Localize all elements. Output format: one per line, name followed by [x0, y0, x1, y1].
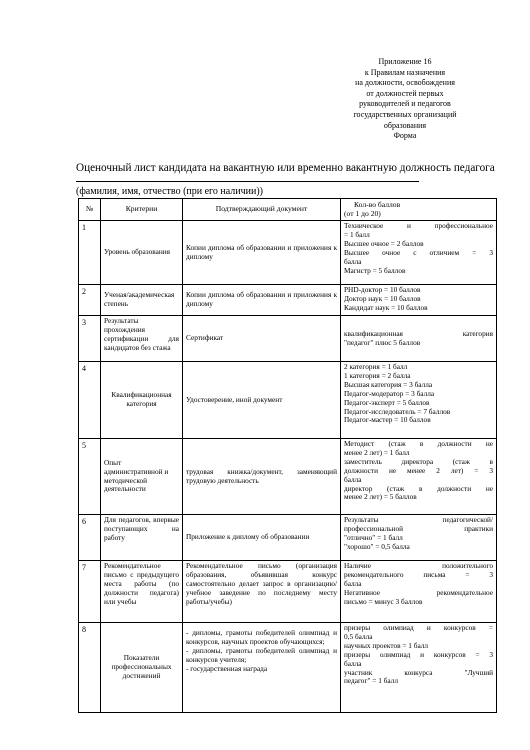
points-line: Магистр = 5 баллов [344, 265, 406, 275]
points-line: Методист (стаж в должности не [344, 439, 493, 448]
header-criteria: Критерии [101, 199, 183, 221]
header-points-line: Кол-во баллов [354, 199, 401, 209]
points-line: Наличие положительного [344, 561, 493, 570]
points-line: Доктор наук = 10 баллов [344, 293, 421, 303]
points-line: Педагог-исследователь = 7 баллов [344, 406, 451, 416]
row-number: 1 [79, 221, 101, 285]
row-criteria: Ученая/академическая степень [101, 285, 183, 316]
row-points [341, 515, 497, 561]
name-underline [76, 181, 419, 182]
points-line: профессиональной практики [344, 523, 493, 533]
header-document: Подтверждающий документ [183, 199, 341, 221]
header-line: на должности, освобождения [355, 78, 455, 88]
row-number: 5 [79, 439, 101, 515]
points-line: письмо = минус 3 баллов [344, 596, 423, 606]
points-line: "педагог" плюс 5 баллов [344, 337, 421, 347]
row-points [341, 561, 497, 623]
row-criteria: Уровень образования [101, 221, 183, 285]
points-line: участник конкурса "Лучший [344, 667, 493, 677]
row-number: 8 [79, 623, 101, 713]
document-title: Оценочный лист кандидата на вакантную или временно вакантную должность педагога [76, 162, 495, 174]
header-line: Форма [393, 131, 417, 141]
document-line: - государственная награда [186, 663, 268, 673]
points-line: балла [344, 256, 362, 266]
appendix-header [330, 57, 480, 142]
points-line: Высшая категория = 3 балла [344, 379, 433, 389]
points-line: Высшее очное = 2 баллов [344, 238, 424, 248]
points-line: менее 2 лет) = 1 балл [344, 447, 410, 457]
points-line: Педагог-эксперт = 5 баллов [344, 397, 430, 407]
row-document: Копии диплома об образовании и приложения к диплому [183, 221, 341, 285]
row-points [341, 439, 497, 515]
header-points [341, 199, 497, 221]
table-row [79, 221, 497, 285]
row-number: 2 [79, 285, 101, 316]
header-line: государственных организаций [353, 109, 457, 119]
points-line: Высшее очное с отличием = 3 [344, 247, 493, 257]
points-line: "хорошо" = 0,5 балла [344, 541, 410, 551]
points-line: Результаты педагогической/ [344, 515, 493, 524]
header-line: образования [383, 120, 427, 130]
table-row [79, 515, 497, 561]
row-points [341, 316, 497, 362]
row-points [341, 362, 497, 439]
points-line: Негативное рекомендательное [344, 587, 493, 597]
row-number: 4 [79, 362, 101, 439]
points-line: 2 категория = 1 балл [344, 362, 408, 371]
points-line: 1 категория = 2 балла [344, 370, 411, 380]
row-points [341, 623, 497, 713]
row-document: Приложение к диплому об образовании [183, 515, 341, 561]
table-row [79, 362, 497, 439]
row-criteria: Результаты прохождения сертификации для кандидатов без стажа [101, 316, 183, 362]
row-criteria: Опыт административной и методической деятельности [101, 439, 183, 515]
document-line: - дипломы, грамоты победителей олимпиад и конкурсов, научных проектов обучающихся; [186, 628, 337, 646]
table-row [79, 623, 497, 713]
row-document: Копии диплома об образовании и приложения к диплому [183, 285, 341, 316]
points-line: менее 2 лет) = 5 баллов [344, 492, 417, 502]
header-num: № [79, 199, 101, 221]
row-document: Рекомендательное письмо (организация образования, объявившая конкурс самостоятельно делает запрос в организацию/учебное заведение по последнему месту работы/учебы) [183, 561, 341, 623]
evaluation-table [78, 198, 497, 713]
points-line: Техническое и профессиональное [344, 221, 493, 230]
row-number: 7 [79, 561, 101, 623]
points-line: квалификационная категория [344, 328, 493, 338]
points-line: директор (стаж в должности не [344, 483, 493, 493]
fio-caption: (фамилия, имя, отчество (при его наличии)) [76, 186, 264, 197]
table-row [79, 316, 497, 362]
table-row [79, 561, 497, 623]
points-line: должности не менее 2 лет) = 3 [344, 465, 493, 475]
points-line: Педагог-мастер = 10 баллов [344, 415, 431, 425]
points-line: PHD-доктор = 10 баллов [344, 285, 421, 294]
points-line: "отлично" = 1 балл [344, 532, 403, 542]
header-points-line: (от 1 до 20) [344, 208, 381, 218]
header-line: руководителей и педагогов [359, 99, 451, 109]
document-line: - дипломы, грамоты победителей олимпиад и конкурсов учителя; [186, 645, 337, 664]
row-criteria: Рекомендательное письмо с предыдущего места работы (по должности педагога) или учебы [101, 561, 183, 623]
row-number: 6 [79, 515, 101, 561]
points-line: = 1 балл [344, 229, 370, 239]
row-number: 3 [79, 316, 101, 362]
points-line: Кандидат наук = 10 баллов [344, 302, 428, 312]
points-line: Педагог-модератор = 3 балла [344, 388, 435, 398]
points-line: призеры олимпиад и конкурсов = [344, 623, 493, 632]
row-criteria: Квалификационная категория [101, 362, 183, 439]
points-line: балла [344, 658, 362, 668]
row-document: Удостоверение, иной документ [183, 362, 341, 439]
header-line: Приложение 16 [378, 57, 432, 66]
table-row [79, 285, 497, 316]
row-criteria: Показатели профессиональных достижений [101, 623, 183, 713]
points-line: балла [344, 474, 362, 484]
header-line: от должностей первых [366, 88, 444, 98]
header-line: к Правилам назначения [364, 67, 446, 77]
row-criteria: Для педагогов, впервые поступающих на работу [101, 515, 183, 561]
row-points [341, 221, 497, 285]
points-line: научных проектов = 1 балл [344, 640, 429, 650]
row-document [183, 623, 341, 713]
points-line: педагог" = 1 балл [344, 676, 398, 686]
points-line: рекомендательного письма = 3 [344, 569, 493, 579]
points-line: балла [344, 578, 362, 588]
points-line: призеры олимпиад и конкурсов = 3 [344, 649, 493, 659]
points-line: заместитель директора (стаж в [344, 456, 493, 466]
row-document: Сертификат [183, 316, 341, 362]
row-points [341, 285, 497, 316]
table-header-row [79, 199, 497, 221]
points-line: 0,5 балла [344, 631, 373, 641]
table-row [79, 439, 497, 515]
row-document: трудовая книжка/документ, заменяющий трудовую деятельность [183, 439, 341, 515]
